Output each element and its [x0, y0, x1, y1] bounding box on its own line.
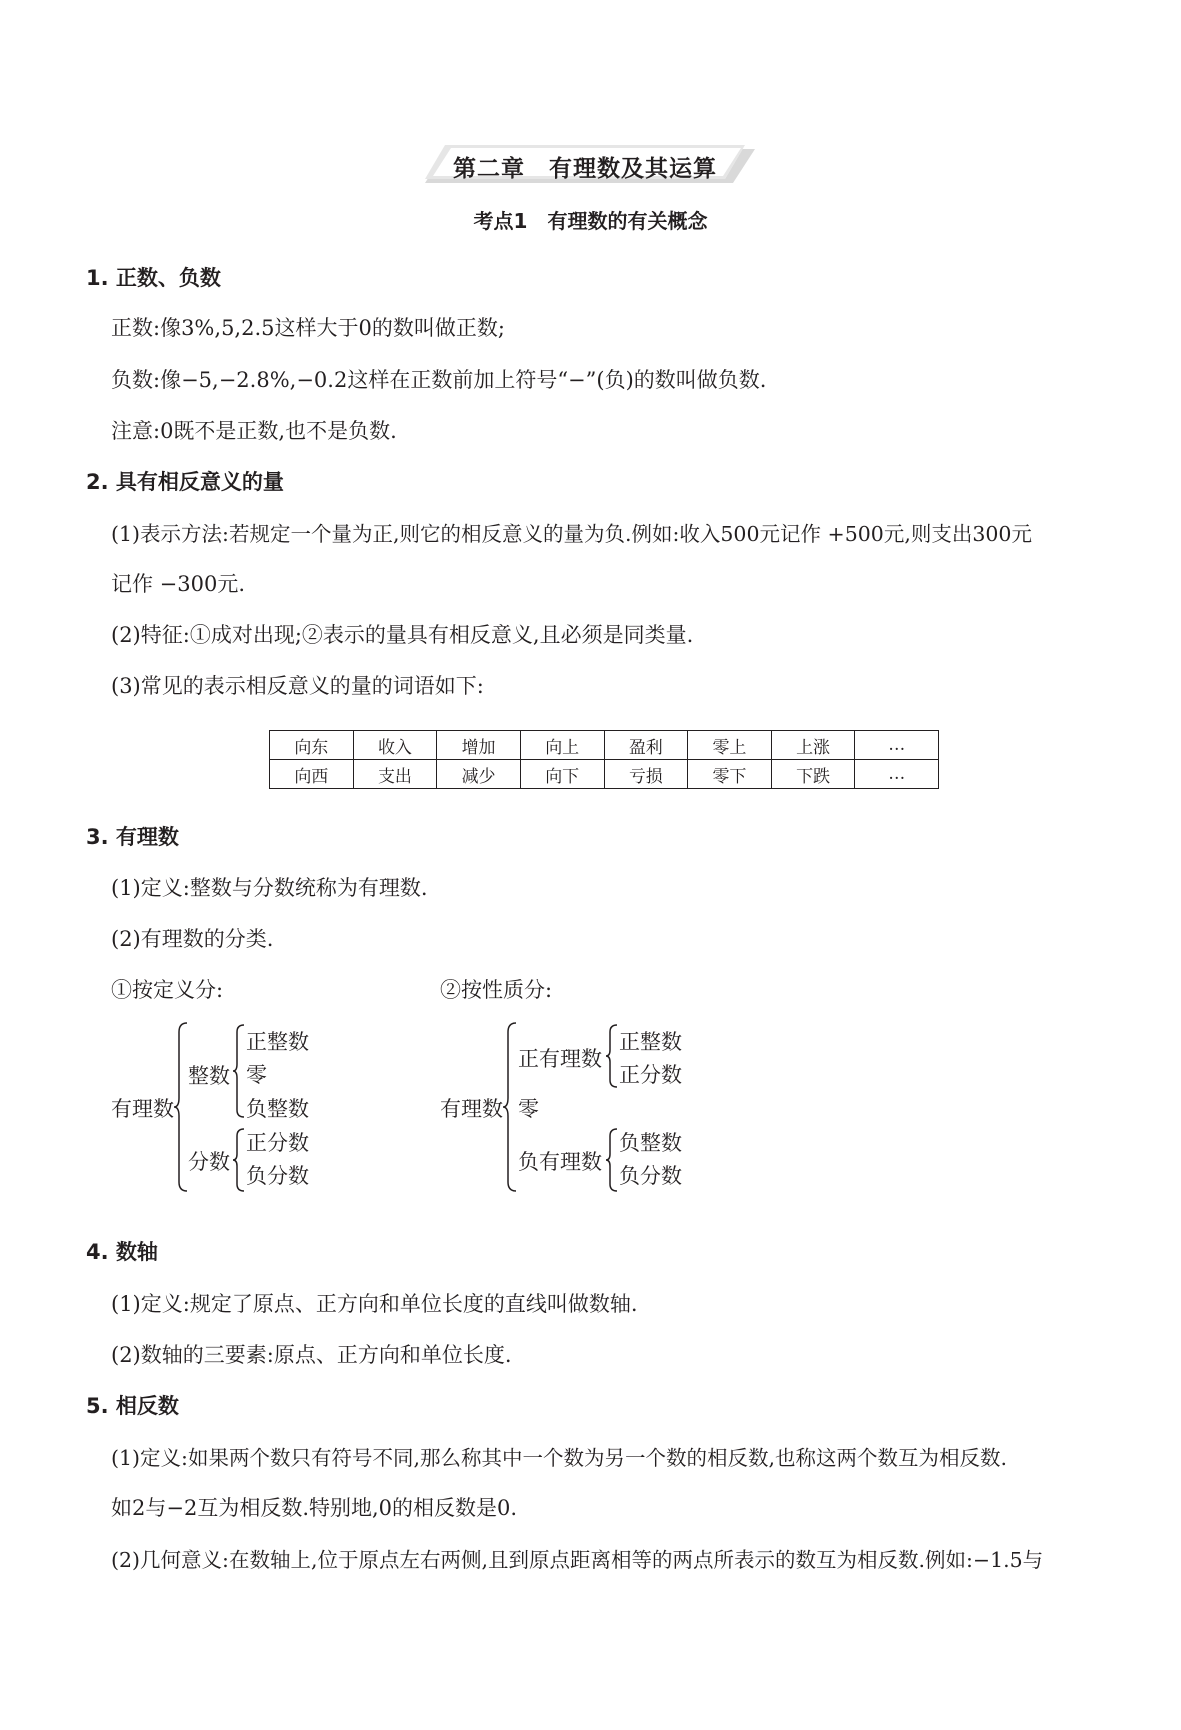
body-line: (1)定义:规定了原点、正方向和单位长度的直线叫做数轴. [111, 1292, 638, 1316]
diagram-root: 有理数 [111, 1097, 174, 1121]
topic-title: 考点1 有理数的有关概念 [473, 209, 708, 233]
table-cell: 上涨 [771, 731, 855, 760]
table-row [270, 760, 939, 789]
chapter-banner [425, 145, 755, 187]
classification-label-sign: ②按性质分: [440, 978, 553, 1002]
brace-icon [605, 1024, 619, 1088]
table-cell: 零下 [688, 760, 772, 789]
section-heading: 4. 数轴 [86, 1240, 158, 1264]
diagram-item: 零 [246, 1063, 267, 1087]
diagram-negative: 负有理数 [518, 1150, 602, 1174]
section-heading: 1. 正数、负数 [86, 266, 221, 290]
classification-label-definition: ①按定义分: [111, 978, 224, 1002]
diagram-item: 正分数 [246, 1131, 309, 1155]
body-line: 注意:0既不是正数,也不是负数. [111, 419, 397, 443]
opposite-words-table [269, 730, 939, 789]
table-cell: 减少 [437, 760, 521, 789]
section-heading: 5. 相反数 [86, 1394, 179, 1418]
brace-icon [173, 1022, 189, 1192]
table-cell: … [855, 731, 939, 760]
brace-icon [502, 1022, 518, 1192]
section-heading: 3. 有理数 [86, 825, 179, 849]
diagram-positive: 正有理数 [518, 1047, 602, 1071]
chapter-title: 第二章 有理数及其运算 [453, 156, 717, 182]
table-cell: 增加 [437, 731, 521, 760]
table-cell: 盈利 [604, 731, 688, 760]
body-line: (1)定义:整数与分数统称为有理数. [111, 876, 428, 900]
body-line: (2)几何意义:在数轴上,位于原点左右两侧,且到原点距离相等的两点所表示的数互为相反数.例如:−1.5与 [111, 1548, 1044, 1572]
diagram-zero: 零 [518, 1097, 539, 1121]
table-row [270, 731, 939, 760]
body-line: (1)定义:如果两个数只有符号不同,那么称其中一个数为另一个数的相反数,也称这两个数互为相反数. [111, 1446, 1007, 1470]
body-line: 如2与−2互为相反数.特别地,0的相反数是0. [111, 1496, 518, 1520]
table-cell: 向东 [270, 731, 354, 760]
diagram-item: 正整数 [246, 1030, 309, 1054]
diagram-item: 负整数 [246, 1097, 309, 1121]
diagram-item: 负分数 [246, 1164, 309, 1188]
body-line: 正数:像3%,5,2.5这样大于0的数叫做正数; [111, 316, 505, 340]
body-line: (2)数轴的三要素:原点、正方向和单位长度. [111, 1343, 512, 1367]
body-line: 负数:像−5,−2.8%,−0.2这样在正数前加上符号“−”(负)的数叫做负数. [111, 368, 767, 392]
diagram-item: 负分数 [619, 1164, 682, 1188]
table-cell: 向上 [520, 731, 604, 760]
brace-icon [605, 1128, 619, 1192]
table-cell: 零上 [688, 731, 772, 760]
section-heading: 2. 具有相反意义的量 [86, 470, 284, 494]
table-cell: 向下 [520, 760, 604, 789]
diagram-integer: 整数 [188, 1064, 230, 1088]
body-line: 记作 −300元. [111, 572, 246, 596]
body-line: (1)表示方法:若规定一个量为正,则它的相反意义的量为负.例如:收入500元记作 +500元,则支出300元 [111, 522, 1032, 546]
brace-icon [232, 1128, 246, 1192]
table-cell: 支出 [353, 760, 437, 789]
table-cell: … [855, 760, 939, 789]
table-cell: 收入 [353, 731, 437, 760]
body-line: (2)有理数的分类. [111, 927, 274, 951]
brace-icon [232, 1024, 246, 1118]
diagram-fraction: 分数 [188, 1150, 230, 1174]
table-cell: 向西 [270, 760, 354, 789]
diagram-item: 负整数 [619, 1131, 682, 1155]
table-cell: 下跌 [771, 760, 855, 789]
diagram-item: 正分数 [619, 1063, 682, 1087]
diagram-item: 正整数 [619, 1030, 682, 1054]
body-line: (2)特征:①成对出现;②表示的量具有相反意义,且必须是同类量. [111, 623, 694, 647]
table-cell: 亏损 [604, 760, 688, 789]
body-line: (3)常见的表示相反意义的量的词语如下: [111, 674, 484, 698]
diagram-root: 有理数 [440, 1097, 503, 1121]
